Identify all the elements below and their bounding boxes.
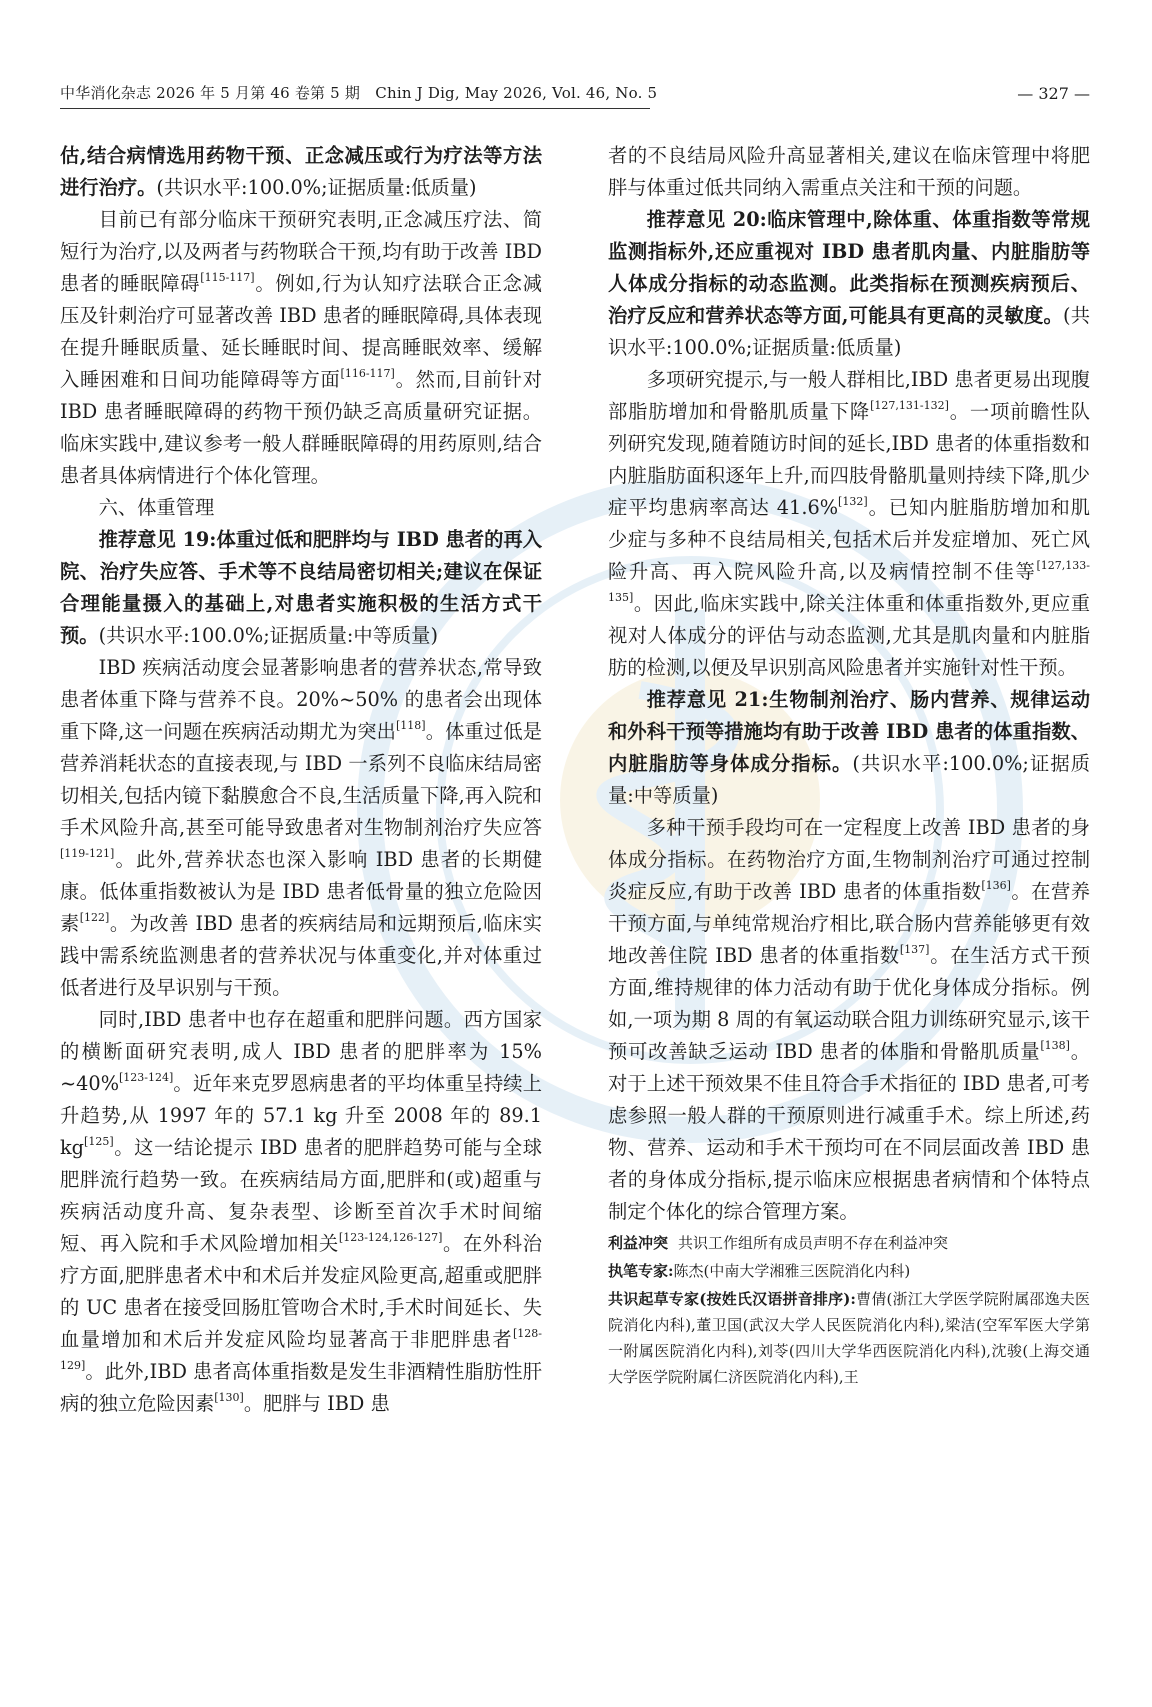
body-text: IBD 疾病活动度会显著影响患者的营养状态,常导致患者体重下降与营养不良。20%~50% 的患者会出现体重下降,这一问题在疾病活动期尤为突出 — [60, 656, 542, 743]
recommendation-21 — [608, 684, 1090, 812]
body-text: 。然而,目前针对 IBD 患者睡眠障碍的药物干预仍缺乏高质量研究证据。临床实践中,建议参考一般人群睡眠障碍的用药原则,结合患者具体病情进行个体化管理。 — [60, 368, 542, 487]
body-text: 同时,IBD 患者中也存在超重和肥胖问题。西方国家的横断面研究表明,成人 IBD 患者的肥胖率为 15% ~40% — [60, 1008, 542, 1095]
citation: [132] — [838, 495, 868, 508]
paragraph-interventions — [608, 812, 1090, 1228]
body-text: 目前已有部分临床干预研究表明,正念减压疗法、简短行为治疗,以及两者与药物联合干预,均有助于改善 IBD 患者的睡眠障碍 — [60, 208, 542, 295]
consensus-level: (共识水平:100.0%;证据质量:低质量) — [608, 304, 1090, 359]
writing-expert — [608, 1258, 1090, 1284]
body-text: 。对于上述干预效果不佳且符合手术指征的 IBD 患者,可考虑参照一般人群的干预原则进行减重手术。综上所述,药物、营养、运动和手术干预均可在不同层面改善 IBD 患者的身体成分指标,提示临床应根据患者病情和个体特点制定个体化的综合管理方案。 — [608, 1040, 1090, 1223]
journal-citation: 中华消化杂志 2026 年 5 月第 46 卷第 5 期 Chin J Dig, May 2026, Vol. 46, No. 5 — [60, 84, 658, 102]
recommendation-text: 生物制剂治疗、肠内营养、规律运动和外科干预等措施均有助于改善 IBD 患者的体重指数、内脏脂肪等身体成分指标。 — [608, 688, 1091, 775]
recommendation-label: 推荐意见 20: — [646, 208, 767, 231]
body-text: 。在外科治疗方面,肥胖患者术中和术后并发症风险更高,超重或肥胖的 UC 患者在接受回肠肛管吻合术时,手术时间延长、失血量增加和术后并发症风险均显著高于非肥胖患者 — [60, 1232, 543, 1351]
body-text: 。因此,临床实践中,除关注体重和体重指数外,更应重视对人体成分的评估与动态监测,尤其是肌肉量和内脏脂肪的检测,以便及早识别高风险患者并实施针对性干预。 — [608, 592, 1090, 679]
body-text: 。在营养干预方面,与单纯常规治疗相比,联合肠内营养能够更有效地改善住院 IBD 患者的体重指数 — [608, 880, 1090, 967]
conflict-of-interest — [608, 1230, 1090, 1256]
running-header — [60, 82, 1090, 112]
left-column — [60, 140, 542, 1420]
paragraph-sleep-rec-end — [60, 140, 542, 204]
body-text: 。这一结论提示 IBD 患者的肥胖趋势可能与全球肥胖流行趋势一致。在疾病结局方面,肥胖和(或)超重与疾病活动度升高、复杂表型、诊断至首次手术时间缩短、再入院和手术风险增加相关 — [60, 1136, 542, 1255]
citation: [127,131-132] — [870, 399, 949, 412]
citation: [119-121] — [60, 847, 115, 860]
header-rule — [60, 108, 650, 109]
recommendation-19 — [60, 524, 542, 652]
conflict-text: 共识工作组所有成员声明不存在利益冲突 — [678, 1234, 949, 1252]
author-label: 执笔专家: — [608, 1262, 674, 1280]
citation: [128-129] — [60, 1327, 542, 1372]
citation: [127,133-135] — [608, 559, 1090, 604]
body-text: 。体重过低是营养消耗状态的直接表现,与 IBD 一系列不良临床结局密切相关,包括内镜下黏膜愈合不良,生活质量下降,再入院和手术风险升高,甚至可能导致患者对生物制剂治疗失应答 — [60, 720, 542, 839]
recommendation-label: 推荐意见 21: — [646, 688, 769, 711]
recommendation-20 — [608, 204, 1090, 364]
body-text: 。一项前瞻性队列研究发现,随着随访时间的延长,IBD 患者的体重指数和内脏脂肪面积逐年上升,而四肢骨骼肌量则持续下降,肌少症平均患病率高达 41.6% — [608, 400, 1091, 519]
consensus-level: (共识水平:100.0%;证据质量:低质量) — [156, 176, 477, 199]
conflict-label: 利益冲突 — [608, 1234, 669, 1252]
citation: [122] — [79, 911, 110, 924]
paragraph-sleep-evidence — [60, 204, 542, 492]
body-text: 。在生活方式干预方面,维持规律的体力活动有助于优化身体成分指标。例如,一项为期 8 周的有氧运动联合阻力训练研究显示,该干预可改善缺乏运动 IBD 患者的体脂和骨骼肌质量 — [608, 944, 1090, 1063]
citation: [125] — [84, 1135, 114, 1148]
citation: [136] — [981, 879, 1011, 892]
paragraph-low-weight — [60, 652, 542, 1004]
body-text: 多种干预手段均可在一定程度上改善 IBD 患者的身体成分指标。在药物治疗方面,生物制剂治疗可通过控制炎症反应,有助于改善 IBD 患者的体重指数 — [608, 816, 1090, 903]
right-column — [608, 140, 1090, 1390]
drafting-label: 共识起草专家(按姓氏汉语拼音排序): — [608, 1290, 856, 1308]
drafting-experts — [608, 1286, 1090, 1390]
drafting-text: 曹倩(浙江大学医学院附属邵逸夫医院消化内科),董卫国(武汉大学人民医院消化内科),梁洁(空军军医大学第一附属医院消化内科),刘苓(四川大学华西医院消化内科),沈骏(上海交通大学医学院附属仁济医院消化内科),王 — [608, 1290, 1090, 1386]
paragraph-body-composition — [608, 364, 1090, 684]
body-text: 。例如,行为认知疗法联合正念减压及针刺治疗可显著改善 IBD 患者的睡眠障碍,具体表现在提升睡眠质量、延长睡眠时间、提高睡眠效率、缓解入睡困难和日间功能障碍等方面 — [60, 272, 542, 391]
body-text: 。近年来克罗恩病患者的平均体重呈持续上升趋势,从 1997 年的 57.1 kg 升至 2008 年的 89.1 kg — [60, 1072, 542, 1159]
section-heading: 六、体重管理 — [98, 496, 215, 519]
body-text: 。此外,IBD 患者高体重指数是发生非酒精性脂肪性肝病的独立危险因素 — [60, 1360, 542, 1415]
citation: [115-117] — [200, 271, 255, 284]
citation: [130] — [214, 1391, 244, 1404]
page-number: — 327 — — [1017, 84, 1090, 103]
body-text: 多项研究提示,与一般人群相比,IBD 患者更易出现腹部脂肪增加和骨骼肌质量下降 — [608, 368, 1090, 423]
citation: [138] — [1040, 1039, 1070, 1052]
author-text: 陈杰(中南大学湘雅三医院消化内科) — [673, 1262, 911, 1280]
citation: [123-124] — [119, 1071, 174, 1084]
body-text: 。肥胖与 IBD 患 — [243, 1392, 390, 1415]
citation: [137] — [899, 943, 930, 956]
citation: [123-124,126-127] — [338, 1231, 443, 1244]
recommendation-text: 临床管理中,除体重、体重指数等常规监测指标外,还应重视对 IBD 患者肌肉量、内脏脂肪等人体成分指标的动态监测。此类指标在预测疾病预后、治疗反应和营养状态等方面,可能具有更高的灵敏度。 — [608, 208, 1090, 327]
paragraph-obesity-end: 者的不良结局风险升高显著相关,建议在临床管理中将肥胖与体重过低共同纳入需重点关注和干预的问题。 — [608, 144, 1090, 199]
recommendation-text: 体重过低和肥胖均与 IBD 患者的再入院、治疗失应答、手术等不良结局密切相关;建议在保证合理能量摄入的基础上,对患者实施积极的生活方式干预。 — [60, 528, 542, 647]
body-text: 。此外,营养状态也深入影响 IBD 患者的长期健康。低体重指数被认为是 IBD 患者低骨量的独立危险因素 — [60, 848, 542, 935]
consensus-level: (共识水平:100.0%;证据质量:中等质量) — [98, 624, 438, 647]
recommendation-text: 估,结合病情选用药物干预、正念减压或行为疗法等方法进行治疗。 — [60, 144, 542, 199]
recommendation-label: 推荐意见 19: — [98, 528, 217, 551]
citation: [118] — [396, 719, 426, 732]
citation: [116-117] — [340, 367, 395, 380]
body-text: 。为改善 IBD 患者的疾病结局和远期预后,临床实践中需系统监测患者的营养状况与体重变化,并对体重过低者进行及早识别与干预。 — [60, 912, 542, 999]
paragraph-obesity — [60, 1004, 542, 1420]
body-text: 。已知内脏脂肪增加和肌少症与多种不良结局相关,包括术后并发症增加、死亡风险升高、再入院风险升高,以及病情控制不佳等 — [608, 496, 1091, 583]
consensus-level: (共识水平:100.0%;证据质量:中等质量) — [608, 752, 1090, 807]
